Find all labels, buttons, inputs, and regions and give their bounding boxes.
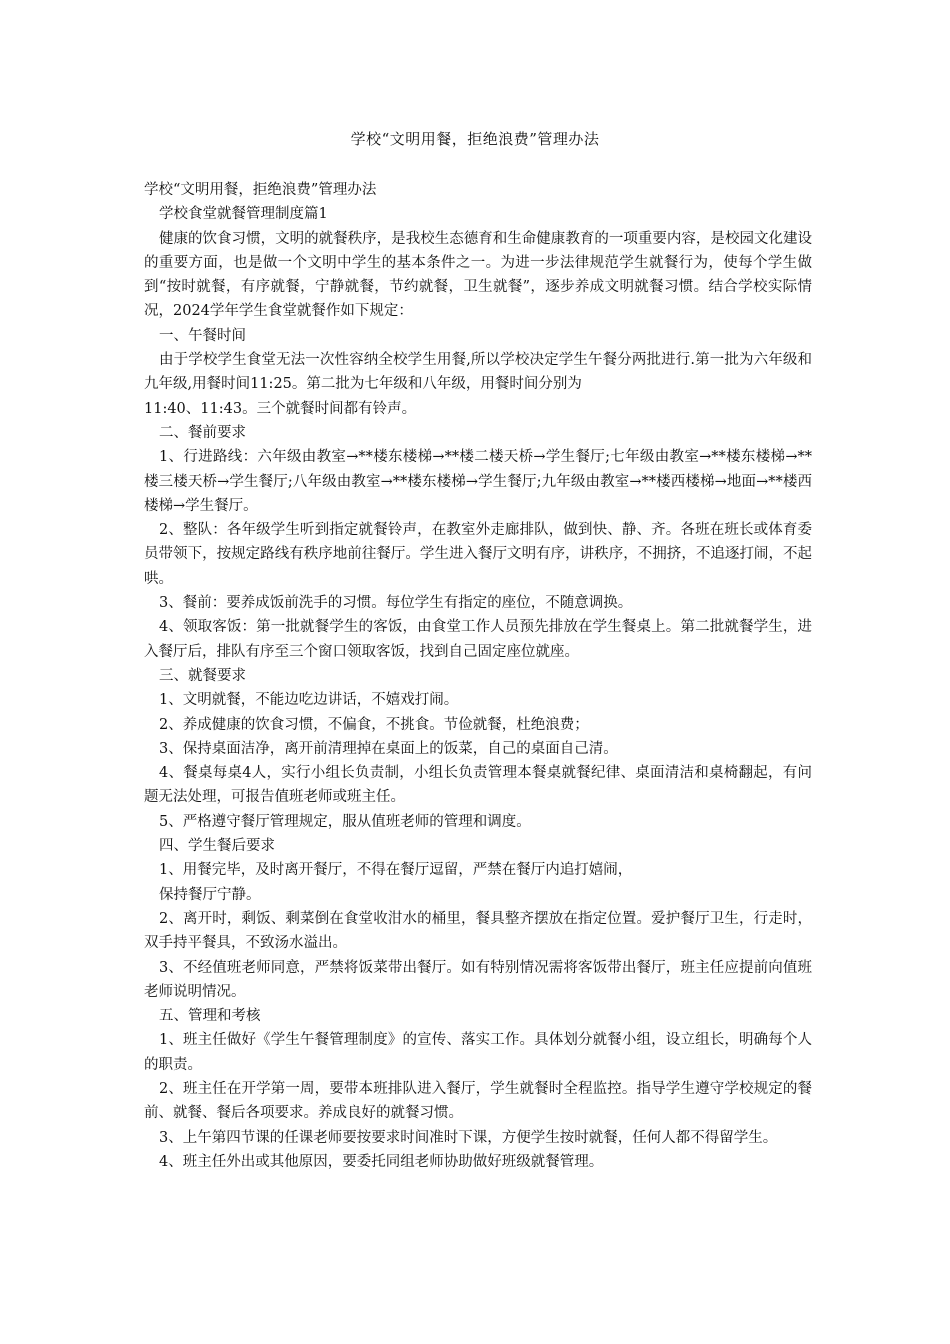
document-body <box>144 178 812 1174</box>
document-title: 学校“文明用餐，拒绝浪费”管理办法 <box>350 130 600 148</box>
paragraph: 4、餐桌每桌4人，实行小组长负责制，小组长负责管理本餐桌就餐纪律、桌面清洁和桌椅翻起，有问题无法处理，可报告值班老师或班主任。 <box>144 765 812 806</box>
paragraph: 保持餐厅宁静。 <box>159 886 261 903</box>
paragraph: 二、餐前要求 <box>159 424 246 441</box>
paragraph: 3、上午第四节课的任课老师要按要求时间准时下课，方便学生按时就餐，任何人都不得留学生。 <box>159 1129 778 1146</box>
paragraph: 学校“文明用餐，拒绝浪费”管理办法 <box>144 182 377 198</box>
paragraph: 2、离开时，剩饭、剩菜倒在食堂收泔水的桶里，餐具整齐摆放在指定位置。爱护餐厅卫生，行走时，双手持平餐具，不致汤水溢出。 <box>144 910 812 952</box>
paragraph: 2、整队：各年级学生听到指定就餐铃声，在教室外走廊排队，做到快、静、齐。各班在班长或体育委员带领下，按规定路线有秩序地前往餐厅。学生进入餐厅文明有序，讲秩序，不拥挤，不追逐打闹，不起哄。 <box>144 522 812 587</box>
paragraph: 学校食堂就餐管理制度篇1 <box>159 206 328 223</box>
paragraph: 五、管理和考核 <box>159 1008 261 1025</box>
paragraph: 2、班主任在开学第一周，要带本班排队进入餐厅，学生就餐时全程监控。指导学生遵守学校规定的餐前、就餐、餐后各项要求。养成良好的就餐习惯。 <box>144 1080 812 1122</box>
paragraph: 健康的饮食习惯，文明的就餐秩序，是我校生态德育和生命健康教育的一项重要内容，是校园文化建设的重要方面，也是做一个文明中学生的基本条件之一。为进一步法律规范学生就餐行为，使每个学生做到“按时就餐，有序就餐，宁静就餐，节约就餐，卫生就餐”，逐步养成文明就餐习惯。结合学校实际情况，2024学年学生食堂就餐作如下规定： <box>144 230 812 320</box>
paragraph: 1、用餐完毕，及时离开餐厅，不得在餐厅逗留，严禁在餐厅内追打嬉闹， <box>159 862 633 879</box>
paragraph: 一、午餐时间 <box>159 327 246 344</box>
paragraph: 3、餐前：要养成饭前洗手的习惯。每位学生有指定的座位，不随意调换。 <box>159 595 633 612</box>
paragraph: 三、就餐要求 <box>159 667 246 684</box>
paragraph: 4、班主任外出或其他原因，要委托同组老师协助做好班级就餐管理。 <box>159 1153 604 1170</box>
paragraph: 3、不经值班老师同意，严禁将饭菜带出餐厅。如有特别情况需将客饭带出餐厅，班主任应提前向值班老师说明情况。 <box>144 959 812 1000</box>
paragraph: 四、学生餐后要求 <box>159 838 275 855</box>
paragraph: 11:40、11:43。三个就餐时间都有铃声。 <box>144 400 417 417</box>
paragraph: 由于学校学生食堂无法一次性容纳全校学生用餐,所以学校决定学生午餐分两批进行.第一批为六年级和九年级,用餐时间11:25。第二批为七年级和八年级，用餐时间分别为 <box>144 352 812 393</box>
paragraph: 3、保持桌面洁净，离开前清理掉在桌面上的饭菜，自己的桌面自己清。 <box>159 740 618 757</box>
paragraph: 1、班主任做好《学生午餐管理制度》的宣传、落实工作。具体划分就餐小组，设立组长，明确每个人的职责。 <box>144 1032 812 1073</box>
paragraph: 2、养成健康的饮食习惯，不偏食，不挑食。节俭就餐，杜绝浪费； <box>159 716 589 733</box>
paragraph: 4、领取客饭：第一批就餐学生的客饭，由食堂工作人员预先排放在学生餐桌上。第二批就餐学生，进入餐厅后，排队有序至三个窗口领取客饭，找到自己固定座位就座。 <box>144 619 812 660</box>
paragraph: 1、文明就餐，不能边吃边讲话，不嬉戏打闹。 <box>159 692 459 709</box>
paragraph: 1、行进路线：六年级由教室→**楼东楼梯→**楼二楼天桥→学生餐厅;七年级由教室→**楼东楼梯→**楼三楼天桥→学生餐厅;八年级由教室→**楼东楼梯→学生餐厅;九年级由教室→**楼西楼梯→地面→**楼西楼梯→学生餐厅。 <box>144 449 812 514</box>
paragraph: 5、严格遵守餐厅管理规定，服从值班老师的管理和调度。 <box>159 813 531 830</box>
